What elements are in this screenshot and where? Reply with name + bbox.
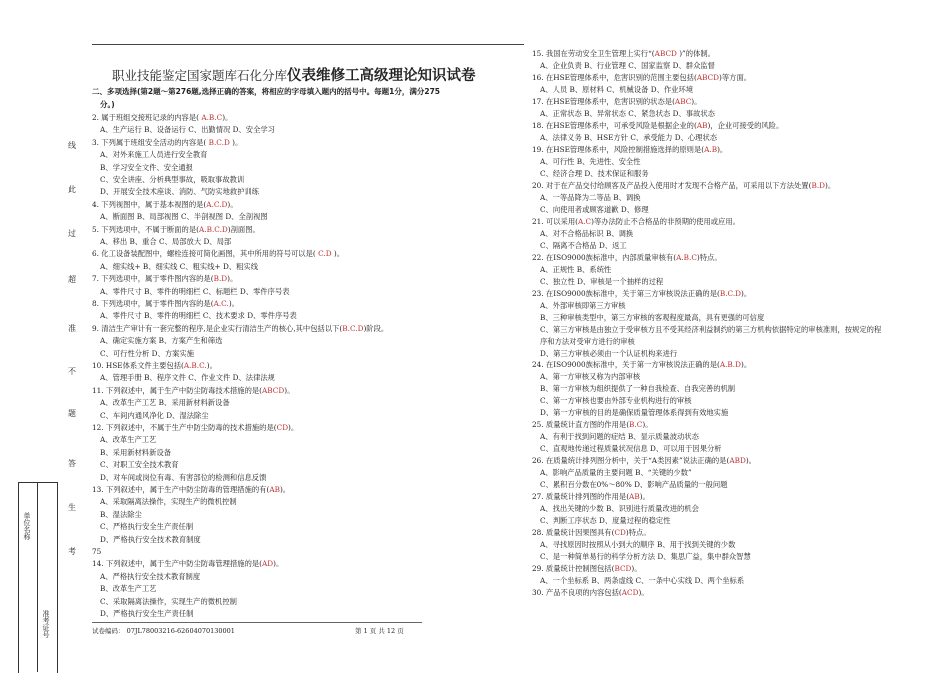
exam-title-prefix: 职业技能鉴定国家题库石化分库 (112, 68, 288, 83)
answer-text: AB (629, 492, 640, 502)
question-tail: )。 (227, 199, 238, 209)
question-line (532, 360, 751, 370)
question-line (540, 516, 671, 526)
question-text: A、采取隔离法操作，实现生产的微机控制 (100, 497, 237, 507)
question-line (532, 121, 783, 131)
question-text: D、严格执行安全技术教育制度 (100, 534, 201, 544)
answer-text: A.C (577, 216, 592, 226)
question-text: A、改革生产工艺 B、采用新材料新设备 (100, 398, 230, 408)
question-line (540, 157, 641, 167)
binding-char: 超 (68, 275, 76, 284)
binding-char: 过 (68, 229, 76, 238)
question-line (100, 448, 171, 458)
question-line (532, 217, 740, 227)
question-line (92, 249, 344, 259)
exam-title (112, 64, 476, 85)
binding-char: 题 (68, 409, 76, 418)
question-text: B、第一方审核为组织提供了一种自我检查、自我完善的机制 (540, 384, 736, 394)
question-line (532, 588, 649, 598)
answer-text: CD (614, 528, 626, 538)
question-line (540, 133, 717, 143)
question-text: A、改革生产工艺 (100, 435, 157, 445)
question-text: 21. 可以采用( (532, 216, 578, 226)
question-text: 序和方法对受审方进行的审核 (540, 336, 635, 346)
answer-text: A.B.C (676, 252, 697, 262)
answer-text: A.B.C.D (199, 224, 228, 234)
question-text: A、寻找原因时按照从小到大的顺序 B、用于找到关键的少数 (540, 540, 736, 550)
question-line (92, 423, 298, 433)
question-text: 19. 在HSE管理体系中，风险控制措施选择的原则是( (532, 144, 705, 154)
question-text: 23. 在ISO9000族标准中，关于第三方审核说法正确的是( (532, 288, 720, 298)
question-line (92, 113, 232, 123)
question-text: A、对不合格品标识 B、调换 (540, 228, 634, 238)
question-text: B、三种审核类型中，第三方审核的客观程度最高，具有更强的可信度 (540, 312, 765, 322)
question-tail: )。 (825, 180, 836, 190)
question-tail: )阶段。 (363, 323, 389, 333)
answer-text: AB (696, 120, 708, 130)
question-tail: )。 (222, 113, 233, 122)
binding-char: 线 (68, 141, 76, 150)
question-text: 25. 质量统计直方图的作用是( (532, 420, 630, 430)
question-tail: )剖面图。 (227, 224, 260, 234)
question-text: 4. 下列视图中，属于基本视图的是( (92, 199, 207, 209)
question-tail: )。 (206, 361, 217, 370)
question-line (540, 444, 722, 454)
question-line (100, 187, 259, 197)
question-line (100, 373, 275, 383)
question-text: 2. 属于班组交接班记录的内容是( (92, 113, 199, 122)
question-text: A、可行性 B、先进性、安全性 (540, 156, 641, 166)
question-line (540, 61, 715, 71)
question-line (92, 324, 388, 334)
question-line (92, 361, 217, 371)
question-line (532, 564, 642, 574)
section-header-line1: 二、多项选择(第2题～第276题,选择正确的答案，将相应的字母填入题内的括号中。每题1分，满分275 (92, 87, 441, 96)
question-text: B、采用新材料新设备 (100, 447, 172, 457)
question-line (100, 212, 268, 222)
question-text: 29. 质量统计控制图包括( (532, 564, 615, 574)
binding-char: 生 (68, 503, 76, 512)
question-line (540, 384, 735, 394)
question-text: 30. 产品不良项的内容包括( (532, 588, 622, 598)
answer-text: AD (262, 559, 274, 569)
question-line (92, 386, 294, 396)
question-text: 26. 在质量统计排列图分析中，关于“A类因素”说法正确的是( (532, 456, 730, 466)
question-text: 6. 化工设备装配图中，螺栓连接可简化画图，其中所用的符号可以是( (92, 249, 316, 259)
question-text: C、向使用者或顾客道歉 D、修理 (540, 204, 649, 214)
question-line (540, 193, 641, 203)
question-line (92, 547, 101, 557)
question-text: A、找出关键的少数 B、识别进行质量改进的机会 (540, 504, 699, 514)
top-rule (92, 44, 524, 45)
question-line (532, 181, 835, 191)
answer-text: CD (276, 423, 289, 432)
answer-text: B.D (811, 180, 826, 190)
question-line (100, 175, 244, 185)
question-line (532, 420, 652, 430)
answer-text: A.C.D (206, 199, 228, 209)
binding-char: 准 (68, 324, 76, 333)
question-text: 9. 清洁生产审计有一套完整的程序,是企业实行清洁生产的核心,其中包括以下( (92, 323, 343, 333)
question-tail: )。 (333, 249, 345, 259)
question-text: 18. 在HSE管理体系中，可承受风险是根据企业的( (532, 120, 697, 130)
answer-text: ABC (674, 96, 692, 106)
question-line (92, 559, 283, 569)
unit-name-label: 单位名称 (23, 512, 31, 540)
question-text: B、学习安全文件、安全通报 (100, 162, 193, 172)
question-text: A、正常状态 B、异常状态 C、紧急状态 D、事故状态 (540, 108, 715, 118)
question-line (540, 265, 611, 275)
question-tail: )特点。 (696, 252, 722, 262)
question-text: A、管理手册 B、程序文件 C、作业文件 D、法律法规 (100, 373, 275, 383)
question-text: A、对外来施工人员进行安全教育 (100, 150, 208, 160)
question-text: A、企业负责 B、行业管理 C、国家监察 D、群众监督 (540, 60, 715, 70)
question-line (100, 411, 209, 421)
answer-text: ABCD (262, 385, 285, 395)
question-tail: )。 (639, 492, 650, 502)
paper-code: 试卷编码： 07JL78003216-62604070130001 (92, 627, 235, 635)
question-text: C、安全讲座、分析典型事故，吸取事故教训 (100, 175, 245, 184)
question-text: A、第一方审核又称为内部审核 (540, 372, 641, 382)
question-line (100, 535, 201, 545)
question-text: A、一个坐标系 B、两条虚线 C、一条中心实线 D、两个坐标系 (540, 576, 745, 586)
question-text: 75 (92, 547, 102, 556)
question-line (540, 504, 699, 514)
question-line (100, 349, 194, 359)
answer-text: ABCD (654, 49, 677, 58)
question-line (540, 540, 735, 550)
question-tail: )。 (284, 385, 295, 395)
question-line (540, 480, 727, 490)
question-text: A、正规性 B、系统性 (540, 264, 612, 274)
question-line (100, 584, 156, 594)
question-line (540, 408, 728, 418)
question-line (100, 163, 193, 173)
answer-text: B.D (213, 274, 228, 284)
question-line (100, 398, 230, 408)
question-text: 7. 下列选项中，属于零件图内容的是( (92, 274, 214, 284)
question-line (100, 311, 297, 321)
question-text: C、独立性 D、审核是一个抽样的过程 (540, 276, 664, 286)
question-tail: )。 (631, 564, 642, 574)
question-line (540, 205, 649, 215)
question-text: A、断面图 B、局部视图 C、半剖视图 D、全剖视图 (100, 212, 268, 222)
question-line (532, 528, 651, 538)
question-line (540, 325, 881, 335)
answer-text: B.C.D (719, 288, 742, 298)
question-line (540, 241, 627, 251)
footer-rule (92, 622, 422, 623)
binding-char: 考 (68, 547, 76, 556)
question-text: D、第三方审核必须由一个认证机构来进行 (540, 348, 678, 358)
question-text: C、第三方审核是由独立于受审核方且不受其经济利益制约的第三方机构依据特定的审核准则，按规定的程 (540, 324, 882, 334)
question-line (92, 485, 290, 495)
answer-text: A.B.C (199, 113, 223, 122)
question-text: A、人员 B、原材料 C、机械设备 D、作业环境 (540, 84, 694, 94)
question-line (100, 435, 156, 445)
question-line (540, 229, 633, 239)
question-text: C、第一方审核也要由外部专业机构进行的审核 (540, 396, 692, 406)
question-tail: )。 (642, 420, 653, 430)
question-line (540, 337, 635, 347)
question-line (540, 432, 699, 442)
question-text: 11. 下列叙述中，属于生产中防尘防毒技术措施的是( (92, 385, 263, 395)
question-tail: )。 (717, 144, 728, 154)
answer-text: BCD (614, 564, 632, 574)
question-line (540, 576, 744, 586)
answer-text: ABD (729, 456, 746, 466)
answer-text: A.B (704, 144, 718, 154)
question-text: 8. 下列选项中，属于零件图内容的是( (92, 299, 214, 308)
question-text: D、开展安全技术座谈、消防、气防实地救护训练 (100, 187, 260, 197)
question-line (540, 301, 626, 311)
question-text: C、经济合理 D、技术保证和服务 (540, 168, 649, 178)
question-text: A、细实线+ B、细实线 C、粗实线+ D、粗实线 (100, 261, 259, 271)
answer-text: B.C (629, 420, 643, 430)
question-text: D、对车间或岗位有毒、有害部位的检测和信息反馈 (100, 472, 267, 482)
question-text: C、隔离不合格品 D、返工 (540, 240, 627, 250)
question-text: C、是一种简单易行的科学分析方法 D、集思广益，集中群众智慧 (540, 552, 751, 562)
question-tail: )特点。 (625, 528, 651, 538)
question-text: 13. 下列叙述中，属于生产中防尘防毒的管理措施的有( (92, 485, 270, 494)
question-line (100, 150, 207, 160)
answer-text: A.B.D (719, 360, 741, 370)
question-text: D、严格执行安全生产责任制 (100, 609, 194, 618)
question-text: 28. 质量统计因果图具有( (532, 528, 615, 538)
question-line (100, 572, 200, 582)
question-text: 5. 下列选项中，不属于断面的是( (92, 224, 199, 234)
question-line (540, 85, 693, 95)
question-line (532, 73, 751, 83)
question-tail: )。 (232, 137, 243, 147)
question-line (540, 313, 764, 323)
question-tail: )。 (740, 360, 752, 370)
question-text: 17. 在HSE管理体系中，危害识别的状态是( (532, 96, 675, 106)
question-line (100, 497, 237, 507)
question-line (532, 253, 722, 263)
question-text: C、直观地传递过程质量状况信息 D、可以用于因果分析 (540, 444, 722, 454)
binding-box (18, 482, 58, 673)
question-line (100, 510, 142, 520)
question-line (532, 456, 756, 466)
question-line (92, 299, 239, 309)
question-tail: )等方面。 (719, 72, 752, 82)
section-header-line2: 分。) (100, 100, 115, 109)
answer-text: ACD (621, 588, 639, 598)
question-line (100, 262, 258, 272)
answer-text: B.C.D (342, 323, 364, 333)
question-text: A、法律义务 B、HSE方针 C、承受能力 D、心理状态 (540, 132, 718, 142)
question-text: 16. 在HSE管理体系中，危害识别的范围主要包括( (532, 72, 697, 82)
question-text: A、一等品降为二等品 B、调换 (540, 192, 641, 202)
question-tail: )等办法防止不合格品的非预期的使用或应用。 (591, 216, 740, 226)
question-text: A、有利于找到问题的症结 B、显示质量波动状态 (540, 432, 699, 442)
question-text: C、可行性分析 D、方案实施 (100, 348, 195, 358)
question-text: A、零件尺寸 B、零件的明细栏 C、技术要求 D、零件序号表 (100, 311, 297, 321)
question-text: A、严格执行安全技术教育制度 (100, 571, 201, 581)
question-line (100, 237, 231, 247)
question-line (540, 372, 640, 382)
question-text: A、生产运行 B、设备运行 C、出勤情况 D、安全学习 (100, 125, 275, 135)
answer-text: A.B.C. (183, 361, 207, 370)
answer-text: ABCD (696, 72, 720, 82)
question-text: A、移出 B、重合 C、局部放大 D、局部 (100, 237, 232, 246)
question-text: A、影响产品质量的主要问题 B、“关键的少数” (540, 468, 692, 478)
question-tail: )。 (273, 559, 284, 569)
binding-box-divider (37, 482, 38, 672)
question-line (532, 145, 727, 155)
question-line (540, 468, 692, 478)
question-line (540, 552, 751, 562)
question-text: 12. 下列叙述中，不属于生产中防尘防毒的技术措施的是( (92, 423, 277, 432)
question-line (532, 289, 751, 299)
answer-text: C.D (315, 249, 334, 259)
exam-number-label: 准考证号 (42, 610, 50, 638)
question-line (92, 138, 242, 148)
question-line (100, 287, 290, 297)
question-text: B、改革生产工艺 (100, 584, 157, 594)
question-line (532, 492, 650, 502)
question-text: C、车间内通风净化 D、湿法除尘 (100, 410, 209, 420)
question-text: A、确定实施方案 B、方案产生和筛选 (100, 336, 223, 346)
question-text: B、湿法除尘 (100, 509, 142, 519)
question-text: C、采取隔离法操作，实现生产的微机控制 (100, 596, 237, 606)
page-number: 第 1 页 共 12 页 (355, 627, 404, 635)
question-text: A、零件尺寸 B、零件的明细栏 C、标题栏 D、零件序号表 (100, 286, 290, 296)
question-tail: )。 (227, 274, 238, 284)
question-line (100, 522, 193, 532)
question-tail: )”的体制。 (676, 49, 715, 58)
question-text: C、严格执行安全生产责任制 (100, 522, 194, 532)
question-line (540, 349, 677, 359)
question-line (532, 49, 715, 59)
question-text: D、第一方审核的目的是确保质量管理体系得到有效地实施 (540, 408, 729, 418)
question-text: A、外部审核即第三方审核 (540, 300, 626, 310)
question-tail: )。 (745, 456, 756, 466)
question-line (532, 97, 701, 107)
question-tail: )。 (638, 588, 649, 598)
question-text: 10. HSE体系文件主要包括( (92, 361, 184, 370)
question-line (100, 597, 237, 607)
question-tail: )，企业可接受的风险。 (707, 120, 784, 130)
question-line (92, 200, 238, 210)
question-line (540, 169, 649, 179)
question-line (100, 125, 275, 135)
question-text: 15. 我国在劳动安全卫生管理上实行“( (532, 49, 655, 58)
binding-char: 此 (68, 185, 76, 194)
question-line (540, 396, 692, 406)
question-text: C、累积百分数在0%～80% D、影响产品质量的一般问题 (540, 480, 728, 490)
binding-char: 答 (68, 459, 76, 468)
question-line (100, 336, 222, 346)
binding-char: 不 (68, 367, 76, 376)
answer-text: A.C. (213, 299, 229, 308)
question-text: 22. 在ISO9000族标准中，内部质量审核有( (532, 252, 677, 262)
question-line (92, 225, 260, 235)
question-line (92, 274, 237, 284)
question-line (100, 609, 193, 619)
question-tail: )。 (691, 96, 702, 106)
question-text: C、对职工安全技术教育 (100, 460, 179, 470)
question-tail: )。 (288, 423, 299, 432)
question-tail: )。 (228, 299, 239, 308)
question-text: 24. 在ISO9000族标准中，关于第一方审核说法正确的是( (532, 360, 720, 370)
question-text: C、判断工序状态 D、度量过程的稳定性 (540, 516, 671, 526)
question-tail: )。 (741, 288, 752, 298)
question-line (540, 277, 663, 287)
question-line (100, 460, 179, 470)
question-line (540, 109, 715, 119)
question-text: 27. 质量统计排列图的作用是( (532, 492, 630, 502)
question-text: 3. 下列属于班组安全活动的内容是( (92, 137, 207, 147)
answer-text: AB (269, 485, 280, 494)
question-text: 20. 对于在产品交付给顾客及产品投入使用时才发现不合格产品，可采用以下方法处置( (532, 180, 812, 190)
question-tail: )。 (279, 485, 291, 494)
exam-title-main: 仪表维修工高级理论知识试卷 (287, 68, 476, 84)
answer-text: B.C.D (206, 137, 233, 147)
question-text: 14. 下列叙述中，属于生产中防尘防毒管理措施的是( (92, 559, 263, 569)
question-line (100, 473, 266, 483)
